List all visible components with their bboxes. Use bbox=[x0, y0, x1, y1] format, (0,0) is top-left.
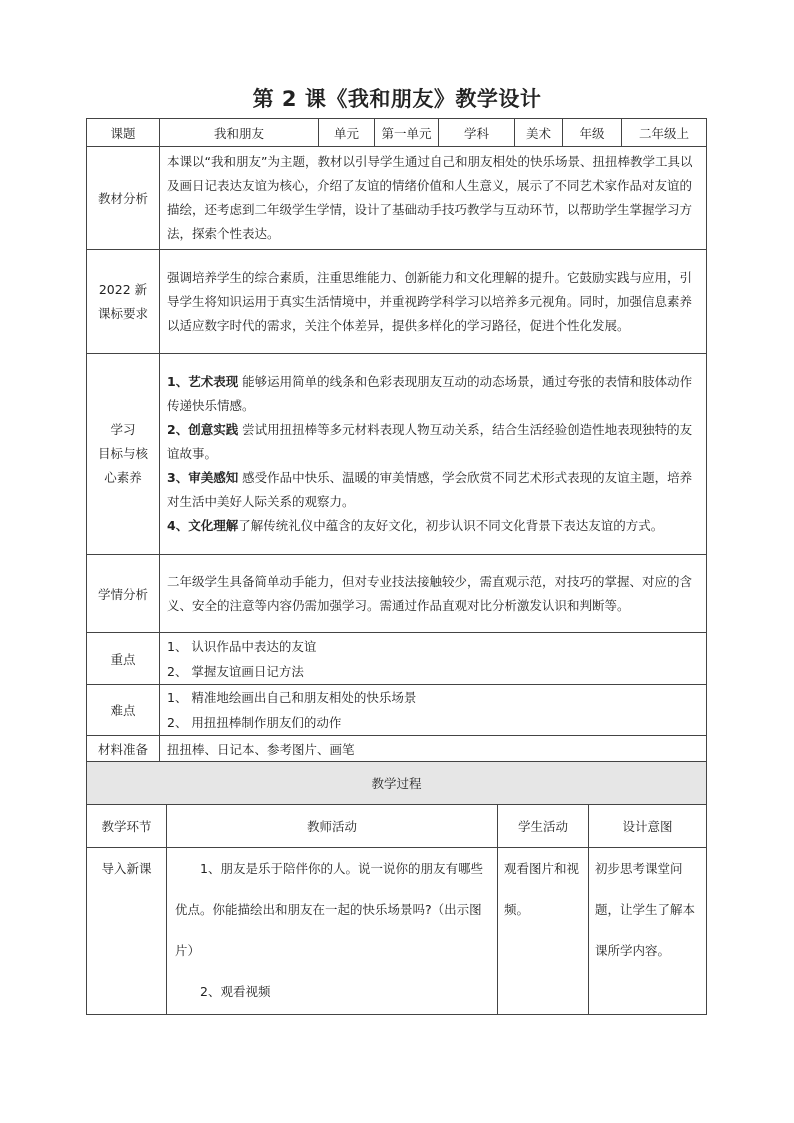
key-points-cell bbox=[160, 633, 707, 685]
materials-text: 扭扭棒、日记本、参考图片、画笔 bbox=[167, 741, 355, 757]
table-row bbox=[87, 119, 707, 147]
key-points-label: 重点 bbox=[87, 633, 160, 685]
learners-text: 二年级学生具备简单动手能力，但对专业技法接触较少，需直观示范，对技巧的掌握、对应的含义、安全的注意等内容仍需加强学习。需通过作品直观对比分析激发认识和判断等。 bbox=[167, 573, 693, 613]
header-stage: 教学环节 bbox=[87, 805, 167, 848]
student-cell bbox=[498, 848, 589, 1015]
intent-cell bbox=[589, 848, 707, 1015]
intent-text: 初步思考课堂问题，让学生了解本课所学内容。 bbox=[595, 861, 696, 958]
objectives-label-line3: 心素养 bbox=[104, 470, 142, 485]
analysis-label: 教材分析 bbox=[87, 147, 160, 250]
objective-text: 了解传统礼仪中蕴含的友好文化，初步认识不同文化背景下表达友谊的方式。 bbox=[238, 518, 664, 533]
table-row bbox=[87, 354, 707, 555]
grade-value: 二年级上 bbox=[622, 119, 707, 147]
objective-head: 2、创意实践 bbox=[167, 422, 239, 437]
objective-item bbox=[167, 466, 699, 514]
header-intent: 设计意图 bbox=[589, 805, 707, 848]
objective-item bbox=[167, 514, 699, 538]
objective-text: 能够运用简单的线条和色彩表现朋友互动的动态场景，通过夸张的表情和肢体动作传递快乐情感。 bbox=[167, 374, 693, 413]
objective-item bbox=[167, 418, 699, 466]
difficulties-cell bbox=[160, 685, 707, 736]
objective-head: 1、艺术表现 bbox=[167, 374, 239, 389]
unit-label: 单元 bbox=[319, 119, 375, 147]
table-row bbox=[87, 250, 707, 354]
objectives-label bbox=[87, 354, 160, 555]
key-point-item: 2、 掌握友谊画日记方法 bbox=[167, 663, 304, 679]
table-row bbox=[87, 147, 707, 250]
analysis-text: 本课以“我和朋友”为主题，教材以引导学生通过自己和朋友相处的快乐场景、扭扭棒教学工具以及画日记表达友谊为核心，介绍了友谊的情绪价值和人生意义，展示了不同艺术家作品对友谊的描绘，还考虑到二年级学生学情，设计了基础动手技巧教学与互动环节，以帮助学生掌握学习方法，探索个性表达。 bbox=[167, 154, 693, 241]
difficulty-item: 2、 用扭扭棒制作朋友们的动作 bbox=[167, 715, 342, 730]
learners-label: 学情分析 bbox=[87, 555, 160, 633]
lesson-label: 课题 bbox=[87, 119, 160, 147]
table-row bbox=[87, 633, 707, 685]
table-row bbox=[87, 762, 707, 805]
objective-head: 3、审美感知 bbox=[167, 470, 239, 485]
lesson-info-table bbox=[86, 118, 707, 762]
header-student: 学生活动 bbox=[498, 805, 589, 848]
standard-label bbox=[87, 250, 160, 354]
stage-cell: 导入新课 bbox=[87, 848, 167, 1015]
student-text: 观看图片和视频。 bbox=[504, 861, 580, 917]
materials-cell bbox=[160, 736, 707, 762]
teacher-line: 2、观看视频 bbox=[200, 984, 271, 999]
objectives-cell bbox=[160, 354, 707, 555]
objective-text: 尝试用扭扭棒等多元材料表现人物互动关系，结合生活经验创造性地表现独特的友谊故事。 bbox=[167, 422, 693, 461]
grade-label: 年级 bbox=[563, 119, 622, 147]
learners-cell bbox=[160, 555, 707, 633]
standard-text: 强调培养学生的综合素质，注重思维能力、创新能力和文化理解的提升。它鼓励实践与应用，引导学生将知识运用于真实生活情境中，并重视跨学科学习以培养多元视角。同时，加强信息素养以适应数字时代的需求，关注个体差异，提供多样化的学习路径，促进个性化发展。 bbox=[167, 269, 693, 333]
standard-cell bbox=[160, 250, 707, 354]
objective-text: 感受作品中快乐、温暖的审美情感，学会欣赏不同艺术形式表现的友谊主题，培养对生活中美好人际关系的观察力。 bbox=[167, 470, 693, 509]
table-row bbox=[87, 848, 707, 1015]
teacher-line: 1、朋友是乐于陪伴你的人。说一说你的朋友有哪些优点。你能描绘出和朋友在一起的快乐场景吗?（出示图片） bbox=[175, 861, 483, 958]
difficulty-item: 1、 精准地绘画出自己和朋友相处的快乐场景 bbox=[167, 690, 417, 705]
objectives-label-line2: 目标与核 bbox=[97, 446, 148, 461]
table-row bbox=[87, 805, 707, 848]
objective-item bbox=[167, 370, 699, 418]
teaching-process-table bbox=[86, 761, 707, 1015]
table-row bbox=[87, 736, 707, 762]
standard-label-line2: 课标要求 bbox=[97, 305, 148, 321]
subject-label: 学科 bbox=[439, 119, 515, 147]
table-row bbox=[87, 685, 707, 736]
lesson-value: 我和朋友 bbox=[160, 119, 319, 147]
objectives-label-line1: 学习 bbox=[110, 422, 136, 437]
header-teacher: 教师活动 bbox=[167, 805, 498, 848]
difficulties-label: 难点 bbox=[87, 685, 160, 736]
teacher-cell bbox=[167, 848, 498, 1015]
subject-value: 美术 bbox=[515, 119, 563, 147]
page-title: 第 2 课《我和朋友》教学设计 bbox=[252, 87, 542, 111]
unit-value: 第一单元 bbox=[375, 119, 439, 147]
standard-label-line1: 2022 新 bbox=[98, 281, 148, 297]
analysis-cell bbox=[160, 147, 707, 250]
table-row bbox=[87, 555, 707, 633]
key-point-item: 1、 认识作品中表达的友谊 bbox=[167, 638, 317, 654]
objectives-list bbox=[160, 367, 706, 541]
process-title: 教学过程 bbox=[87, 762, 707, 805]
materials-label: 材料准备 bbox=[87, 736, 160, 762]
objective-head: 4、文化理解 bbox=[167, 518, 239, 533]
